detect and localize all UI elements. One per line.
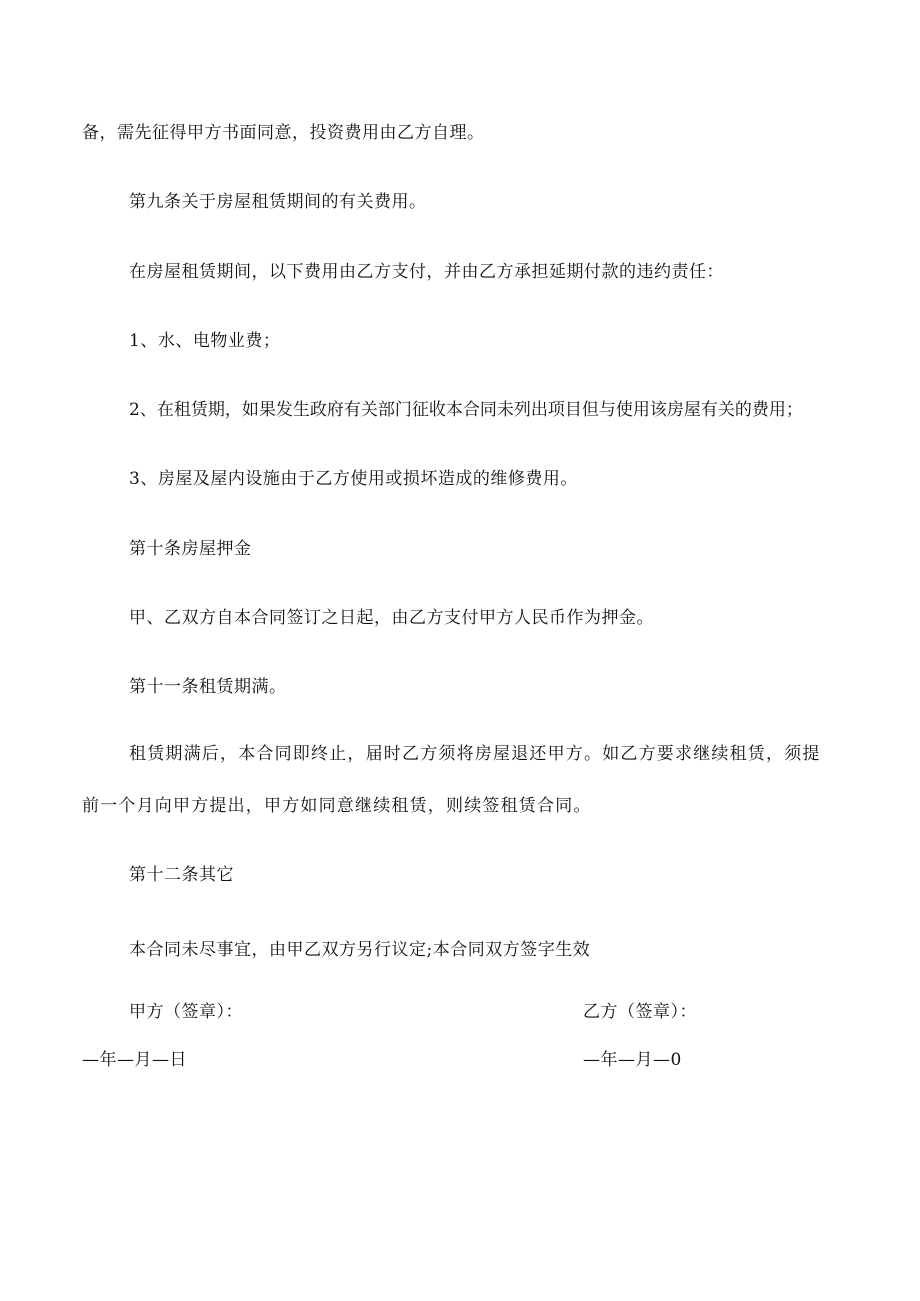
party-b-signature-label: 乙方（签章）：	[583, 1002, 697, 1022]
article-11-body-line-2: 前一个月向甲方提出，甲方如同意继续租赁，则续签租赁合同。	[82, 796, 592, 816]
article-10-body: 甲、乙双方自本合同签订之日起，由乙方支付甲方人民币作为押金。	[129, 608, 654, 628]
fee-item-2: 2、在租赁期，如果发生政府有关部门征收本合同未列出项目但与使用该房屋有关的费用；	[129, 400, 803, 420]
party-a-signature-label: 甲方（签章）：	[129, 1002, 243, 1022]
fee-item-3: 3、房屋及屋内设施由于乙方使用或损坏造成的维修费用。	[129, 469, 578, 489]
article-12-heading: 第十二条其它	[129, 865, 234, 885]
article-11-heading: 第十一条租赁期满。	[129, 677, 287, 697]
article-9-intro: 在房屋租赁期间，以下费用由乙方支付，并由乙方承担延期付款的违约责任：	[129, 262, 724, 282]
article-11-body-line-1: 租赁期满后，本合同即终止，届时乙方须将房屋退还甲方。如乙方要求继续租赁，须提	[129, 744, 821, 764]
article-12-body: 本合同未尽事宜，由甲乙双方另行议定;本合同双方签字生效	[129, 940, 591, 960]
paragraph-continuation: 备，需先征得甲方书面同意，投资费用由乙方自理。	[82, 123, 485, 143]
fee-item-1: 1、水、电物业费；	[129, 331, 281, 351]
article-9-heading: 第九条关于房屋租赁期间的有关费用。	[129, 192, 427, 212]
article-10-heading: 第十条房屋押金	[129, 539, 252, 559]
party-a-date: —年—月—日	[82, 1050, 187, 1070]
party-b-date: —年—月—0	[583, 1050, 682, 1070]
